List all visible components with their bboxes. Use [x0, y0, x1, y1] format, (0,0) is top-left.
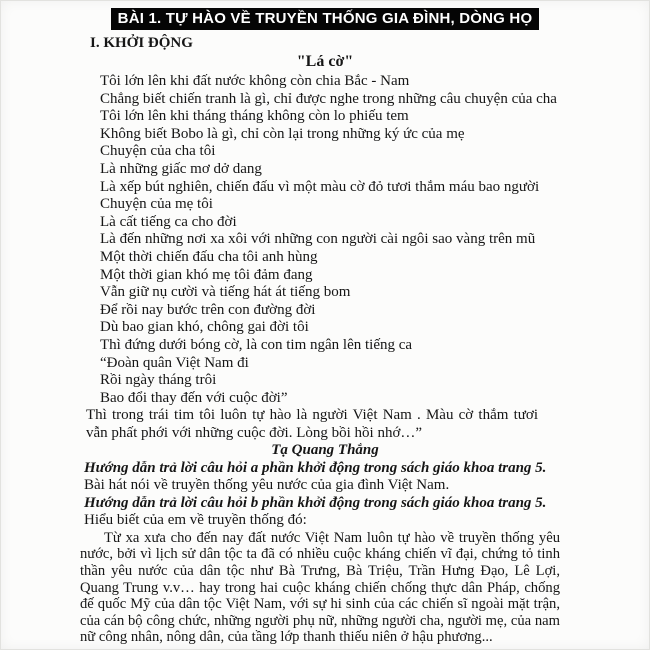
lyric-line: Bao đổi thay đến với cuộc đời”	[100, 389, 288, 406]
lyric-line: Là những giấc mơ dở dang	[100, 160, 262, 177]
song-lyrics	[100, 73, 650, 407]
song-closing-paragraph: Thì trong trái tim tôi luôn tự hào là người Việt Nam . Màu cờ thắm tươi vẫn phất phới với những cuộc đời. Lòng bồi hồi nhớ…”	[86, 407, 538, 441]
lyric-line: Một thời chiến đấu cha tôi anh hùng	[100, 248, 318, 265]
lyric-line: Thì đứng dưới bóng cờ, là con tim ngân lên tiếng ca	[100, 336, 413, 353]
lesson-title-row	[0, 8, 650, 30]
lyric-line: Một thời gian khó mẹ tôi đảm đang	[100, 266, 313, 283]
lyric-line: “Đoàn quân Việt Nam đi	[100, 354, 249, 371]
lyric-line: Rồi ngày tháng trôi	[100, 372, 217, 389]
lesson-title: BÀI 1. TỰ HÀO VỀ TRUYỀN THỐNG GIA ĐÌNH, DÒNG HỌ	[111, 8, 540, 30]
lyric-line: Là đến những nơi xa xôi với những con người cài ngôi sao vàng trên mũ	[100, 231, 536, 248]
lyric-line: Không biết Bobo là gì, chỉ còn lại trong những ký ức của mẹ	[100, 125, 465, 142]
guide-a-heading: Hướng dẫn trả lời câu hỏi a phần khởi động trong sách giáo khoa trang 5.	[84, 459, 547, 476]
song-title: "Lá cờ"	[296, 53, 354, 70]
lyric-line: Tôi lớn lên khi đất nước không còn chia Bắc - Nam	[100, 73, 410, 89]
guide-b-intro: Hiểu biết của em về truyền thống đó:	[84, 512, 307, 529]
lyric-line: Chuyện của cha tôi	[100, 143, 216, 160]
section-heading: I. KHỞI ĐỘNG	[90, 35, 193, 51]
song-author: Tạ Quang Thắng	[271, 442, 379, 459]
lyric-line: Là cất tiếng ca cho đời	[100, 213, 237, 230]
lyric-line: Chẳng biết chiến tranh là gì, chỉ được nghe trong những câu chuyện của cha	[100, 90, 557, 107]
lyric-line: Là xếp bút nghiên, chiến đấu vì một màu cờ đỏ tươi thắm máu bao người	[100, 178, 540, 195]
lyric-line: Vẫn giữ nụ cười và tiếng hát át tiếng bom	[100, 284, 351, 301]
guide-b-heading: Hướng dẫn trả lời câu hỏi b phần khởi động trong sách giáo khoa trang 5.	[84, 494, 547, 511]
lyric-line: Tôi lớn lên khi tháng tháng không còn lo phiếu tem	[100, 108, 409, 125]
lyric-line: Dù bao gian khó, chông gai đời tôi	[100, 319, 309, 336]
guide-a-answer: Bài hát nói về truyền thống yêu nước của gia đình Việt Nam.	[84, 477, 450, 494]
guide-b-answer: Từ xa xưa cho đến nay đất nước Việt Nam luôn tự hào về truyền thống yêu nước, bởi vì lịch sử dân tộc ta đã có nhiều cuộc kháng chiến vĩ đại, chứng tỏ tinh thần yêu nước của dân tộc như Bà Trưng, Bà Triệu, Trần Hưng Đạo, Lê Lợi, Quang Trung v.v… hay trong hai cuộc kháng chiến chống thực dân Pháp, chống đế quốc Mỹ của dân tộc Việt Nam, với sự hi sinh của các chiến sĩ ngoài mặt trận, của cán bộ công chức, những người phụ nữ, những người cha, người mẹ, của nam nữ công nhân, nông dân, của tầng lớp thanh thiếu niên ở hậu phương...	[80, 529, 560, 646]
lyric-line: Chuyện của mẹ tôi	[100, 196, 213, 213]
lyric-line: Để rồi nay bước trên con đường đời	[100, 301, 316, 318]
